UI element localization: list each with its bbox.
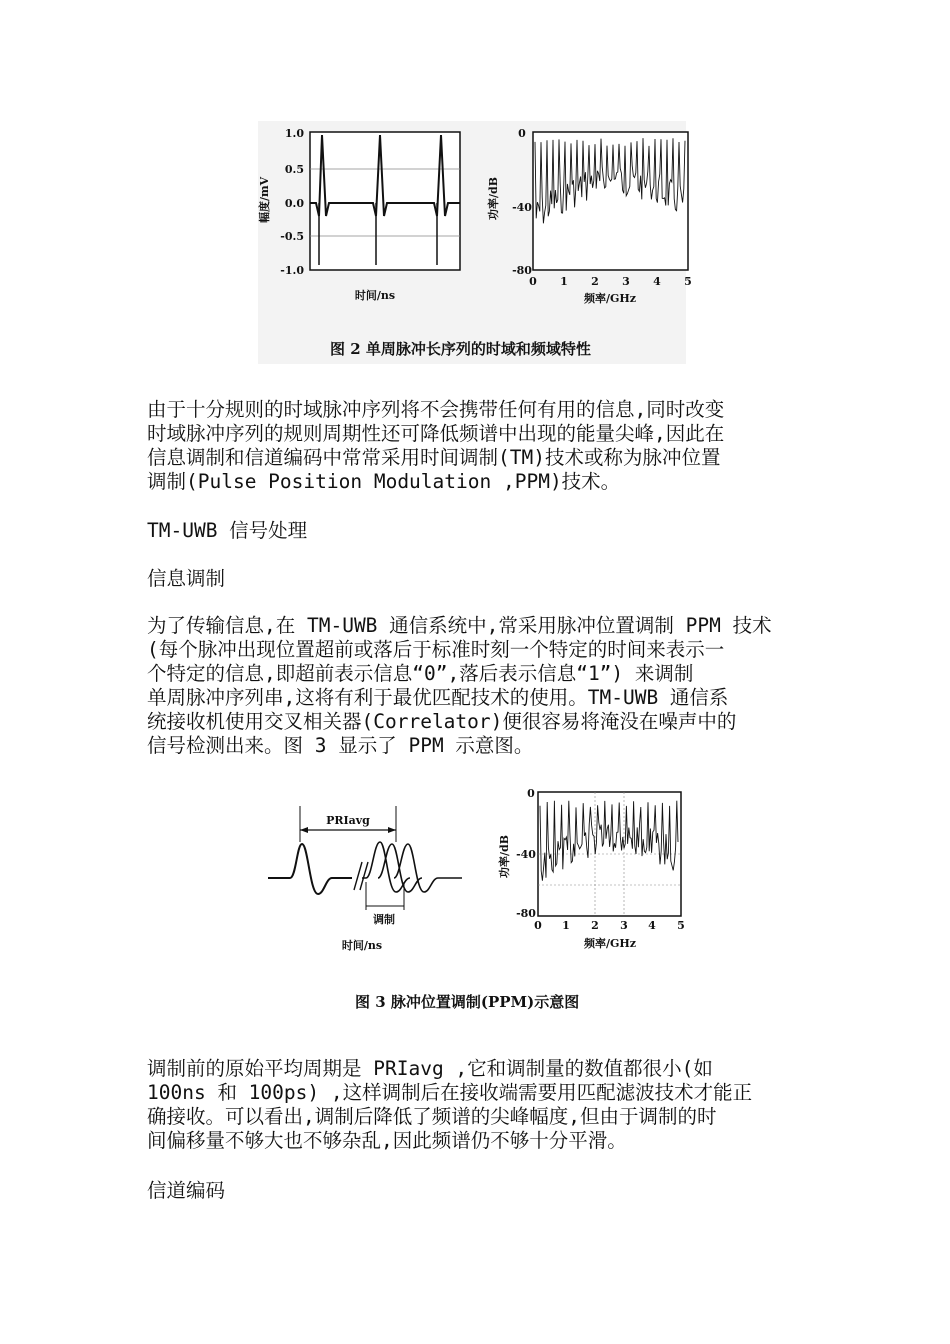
right-y-tick: -80 [516,907,536,920]
reference-pulse [268,844,352,894]
right-y-tick: 0 [527,787,535,800]
right-x-tick: 5 [684,275,692,288]
pri-label: PRIavg [326,814,370,827]
figure-3 [0,782,950,1022]
figure-3-spectrum-plot [497,787,685,950]
right-x-tick: 2 [591,275,599,288]
left-y-tick: 0.5 [284,163,304,176]
right-y-tick: -80 [512,264,532,277]
right-x-tick: 1 [560,275,568,288]
figure-2-graphic [0,115,950,370]
right-x-label: 频率/GHz [583,292,637,305]
heading-tm-uwb: TM-UWB 信号处理 [147,519,308,542]
text-line: 100ns 和 100ps) ,这样调制后在接收端需要用匹配滤波技术才能正 [147,1081,753,1104]
right-x-tick: 3 [620,919,628,932]
mod-label: 调制 [373,913,395,926]
right-y-label: 功率/dB [498,834,511,878]
text-line: 间偏移量不够大也不够杂乱,因此频谱仍不够十分平滑。 [147,1129,627,1152]
figure-2-caption: 图 2 单周脉冲长序列的时域和频域特性 [330,340,591,358]
right-x-tick: 4 [653,275,661,288]
figure-3-caption: 图 3 脉冲位置调制(PPM)示意图 [355,993,580,1011]
text-line: 为了传输信息,在 TM-UWB 通信系统中,常采用脉冲位置调制 PPM 技术 [147,614,772,637]
right-x-tick: 0 [534,919,542,932]
heading-channel-coding: 信道编码 [147,1179,226,1202]
right-x-tick: 4 [648,919,656,932]
ppm-x-label: 时间/ns [341,939,383,952]
left-y-tick: 0.0 [284,197,304,210]
text-line: 时域脉冲序列的规则周期性还可降低频谱中出现的能量尖峰,因此在 [147,422,725,445]
figure-3-graphic [0,782,950,1022]
right-y-tick: 0 [518,127,526,140]
right-x-label: 频率/GHz [583,937,637,950]
left-y-label: 幅度/mV [258,176,271,223]
paragraph-1 [147,398,807,494]
text-line: 个特定的信息,即超前表示信息“0”,落后表示信息“1”) 来调制 [147,662,694,685]
text-line: 统接收机使用交叉相关器(Correlator)便很容易将淹没在噪声中的 [147,710,737,733]
right-x-tick: 5 [677,919,685,932]
left-x-label: 时间/ns [354,289,396,302]
text-line: 调制前的原始平均周期是 PRIavg ,它和调制量的数值都很小(如 [147,1057,713,1080]
figure-3-ppm-plot [268,806,462,952]
right-x-tick: 1 [562,919,570,932]
text-line: 信息调制和信道编码中常常采用时间调制(TM)技术或称为脉冲位置 [147,446,721,469]
text-line: (每个脉冲出现位置超前或落后于标准时刻一个特定的时间来表示一 [147,638,725,661]
right-x-tick: 2 [591,919,599,932]
paragraph-3 [147,1057,807,1153]
left-y-tick: -0.5 [280,230,304,243]
text-line: 由于十分规则的时域脉冲序列将不会携带任何有用的信息,同时改变 [147,398,725,421]
left-y-tick: 1.0 [284,127,304,140]
text-line: 确接收。可以看出,调制后降低了频谱的尖峰幅度,但由于调制的时 [147,1105,717,1128]
paragraph-2 [147,614,807,758]
text-line: 单周脉冲序列串,这将有利于最优匹配技术的使用。TM-UWB 通信系 [147,686,729,709]
right-y-tick: -40 [516,848,536,861]
right-y-tick: -40 [512,201,532,214]
right-x-tick: 3 [622,275,630,288]
heading-info-modulation: 信息调制 [147,567,226,590]
right-y-label: 功率/dB [487,176,500,220]
right-x-tick: 0 [529,275,537,288]
left-y-tick: -1.0 [280,264,304,277]
text-line: 调制(Pulse Position Modulation ,PPM)技术。 [147,470,621,493]
text-line: 信号检测出来。图 3 显示了 PPM 示意图。 [147,734,534,757]
figure-2 [0,115,950,370]
